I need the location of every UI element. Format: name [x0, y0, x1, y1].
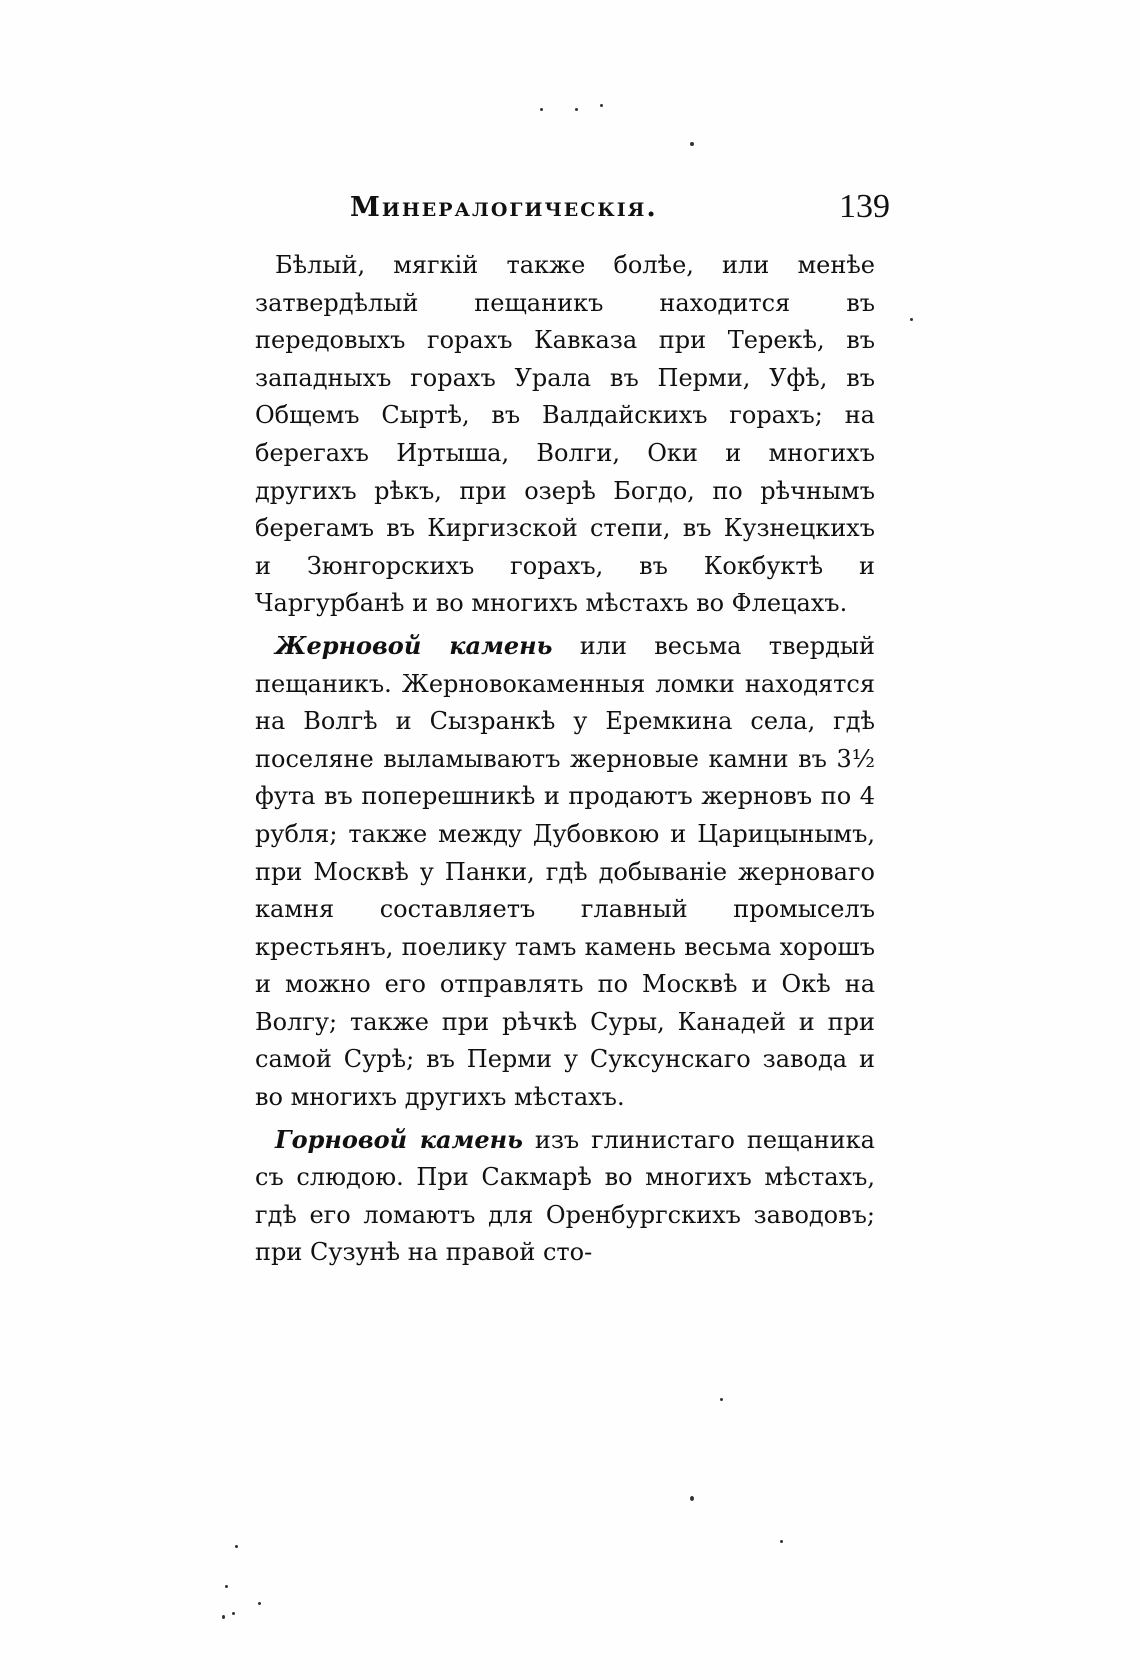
paragraph-text: Бѣлый, мягкiй также болѣе, или менѣе затвердѣлый пещаникъ находится въ передовыхъ горахъ Кавказа при Терекѣ, въ западныхъ горахъ Урала въ Перми, Уфѣ, въ Общемъ Сыртѣ, въ Валдайскихъ горахъ; на берегахъ Иртыша, Волги, Оки и многихъ другихъ рѣкъ, при озерѣ Богдо, по рѣчнымъ берегамъ въ Киргизской степи, въ Кузнецкихъ и Зюнгорскихъ горахъ, въ Кокбуктѣ и Чаргурбанѣ и во многихъ мѣстахъ во Флецахъ.	[255, 251, 875, 618]
paragraph-lead: Горновой камень	[275, 1124, 523, 1154]
scan-speck	[235, 1545, 238, 1548]
scan-speck	[910, 318, 913, 321]
paragraph-millstone	[255, 627, 875, 1117]
page-number: 139	[839, 188, 890, 225]
paragraph-sandstone	[255, 246, 875, 623]
page-header	[350, 188, 890, 232]
paragraph-furnace-stone	[255, 1121, 875, 1272]
scan-speck	[225, 1585, 228, 1588]
paragraph-text: или весьма твердый пещаникъ. Жерновокаменныя ломки находятся на Волгѣ и Сызранкѣ у Еремкина села, гдѣ поселяне выламываютъ жерновые камни въ 3½ фута въ поперешникѣ и продаютъ жерновъ по 4 рубля; также между Дубовкою и Царицынымъ, при Москвѣ у Панки, гдѣ добыванiе жерноваго камня составляетъ главный промыселъ крестьянъ, поелику тамъ камень весьма хорошъ и можно его отправлять по Москвѣ и Окѣ на Волгу; также при рѣчкѣ Суры, Канадей и при самой Сурѣ; въ Перми у Суксунскаго завода и во многихъ другихъ мѣстахъ.	[255, 631, 875, 1112]
scan-speck	[780, 1540, 783, 1543]
scan-speck	[720, 1398, 723, 1401]
scan-speck	[540, 108, 543, 111]
scan-speck	[258, 1602, 261, 1605]
body-text	[255, 246, 875, 1276]
paragraph-lead: Жерновой камень	[275, 630, 553, 660]
scan-speck	[232, 1612, 235, 1615]
paragraph-text: изъ глинистаго пещаника съ слюдою. При Сакмарѣ во многихъ мѣстахъ, гдѣ его ломаютъ для Оренбургскихъ заводовъ; при Сузунѣ на правой сто-	[255, 1125, 875, 1267]
scan-speck	[222, 1615, 225, 1619]
scan-speck	[575, 108, 578, 111]
scan-speck	[690, 1496, 694, 1501]
scan-speck	[690, 142, 694, 146]
running-head: Минералогическiя.	[350, 192, 658, 223]
scan-speck	[600, 104, 603, 107]
